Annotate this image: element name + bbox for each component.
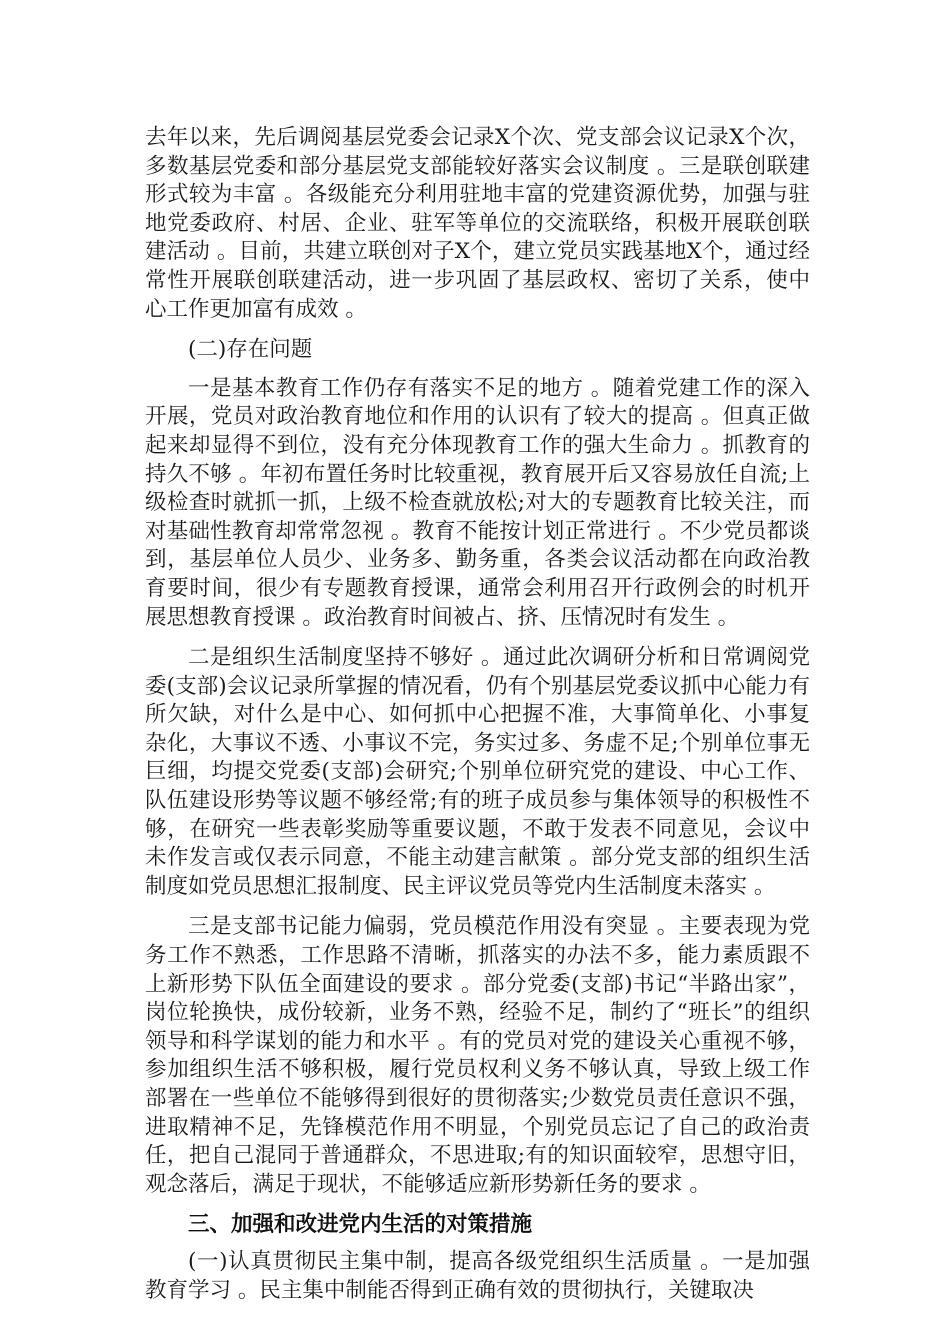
paragraph-continuation: 去年以来，先后调阅基层党委会记录X个次、党支部会议记录X个次，多数基层党委和部分基层党支部能较好落实会议制度 。三是联创联建形式较为丰富 。各级能充分利用驻地丰富的党建资源优势，加强与驻地党委政府、村居、企业、驻军等单位的交流联络，积极开展联创联建活动 。目前，共建立联创对子X个，建立党员实践基地X个，通过经常性开展联创联建活动，进一步巩固了基层政权、密切了关系，使中心工作更加富有成效 。 (145, 125, 810, 322)
paragraph-problem-3: 三是支部书记能力偏弱，党员模范作用没有突显 。主要表现为党务工作不熟悉，工作思路不清晰，抓落实的办法不多，能力素质跟不上新形势下队伍全面建设的要求 。部分党委(支部)书记“半路出家”，岗位轮换快，成份较新，业务不熟，经验不足，制约了“班长”的组织领导和科学谋划的能力和水平 。有的党员对党的建设关心重视不够，参加组织生活不够积极，履行党员权利义务不够认真，导致上级工作部署在一些单位不能够得到很好的贯彻落实;少数党员责任意识不强，进取精神不足，先锋模范作用不明显，个别党员忘记了自己的政治责任，把自己混同于普通群众，不思进取;有的知识面较窄，思想守旧，观念落后，满足于现状，不能够适应新形势新任务的要求 。 (145, 914, 810, 1197)
section-heading-measures: 三、加强和改进党内生活的对策措施 (188, 1212, 533, 1238)
document-page (145, 124, 810, 1317)
paragraph-measure-1: (一)认真贯彻民主集中制，提高各级党组织生活质量 。一是加强教育学习 。民主集中制能否得到正确有效的贯彻执行，关键取决 (145, 1248, 810, 1303)
paragraph-problem-1: 一是基本教育工作仍存有落实不足的地方 。随着党建工作的深入开展，党员对政治教育地位和作用的认识有了较大的提高 。但真正做起来却显得不到位，没有充分体现教育工作的强大生命力 。抓教育的持久不够 。年初布置任务时比较重视，教育展开后又容易放任自流;上级检查时就抓一抓，上级不检查就放松;对大的专题教育比较关注，而对基础性教育却常常忽视 。教育不能按计划正常进行 。不少党员都谈到，基层单位人员少、业务多、勤务重，各类会议活动都在向政治教育要时间，很少有专题教育授课，通常会利用召开行政例会的时机开展思想教育授课 。政治教育时间被占、挤、压情况时有发生 。 (145, 375, 810, 630)
paragraph-problem-2: 二是组织生活制度坚持不够好 。通过此次调研分析和日常调阅党委(支部)会议记录所掌握的情况看，仍有个别基层党委议抓中心能力有所欠缺，对什么是中心、如何抓中心把握不准，大事简单化、小事复杂化，大事议不透、小事议不完，务实过多、务虚不足;个别单位事无巨细，均提交党委(支部)会研究;个别单位研究党的建设、中心工作、队伍建设形势等议题不够经常;有的班子成员参与集体领导的积极性不够，在研究一些表彰奖励等重要议题，不敢于发表不同意见，会议中未作发言或仅表示同意，不能主动建言献策 。部分党支部的组织生活制度如党员思想汇报制度、民主评议党员等党内生活制度未落实 。 (145, 645, 810, 899)
sub-heading-problems: (二)存在问题 (188, 337, 313, 363)
